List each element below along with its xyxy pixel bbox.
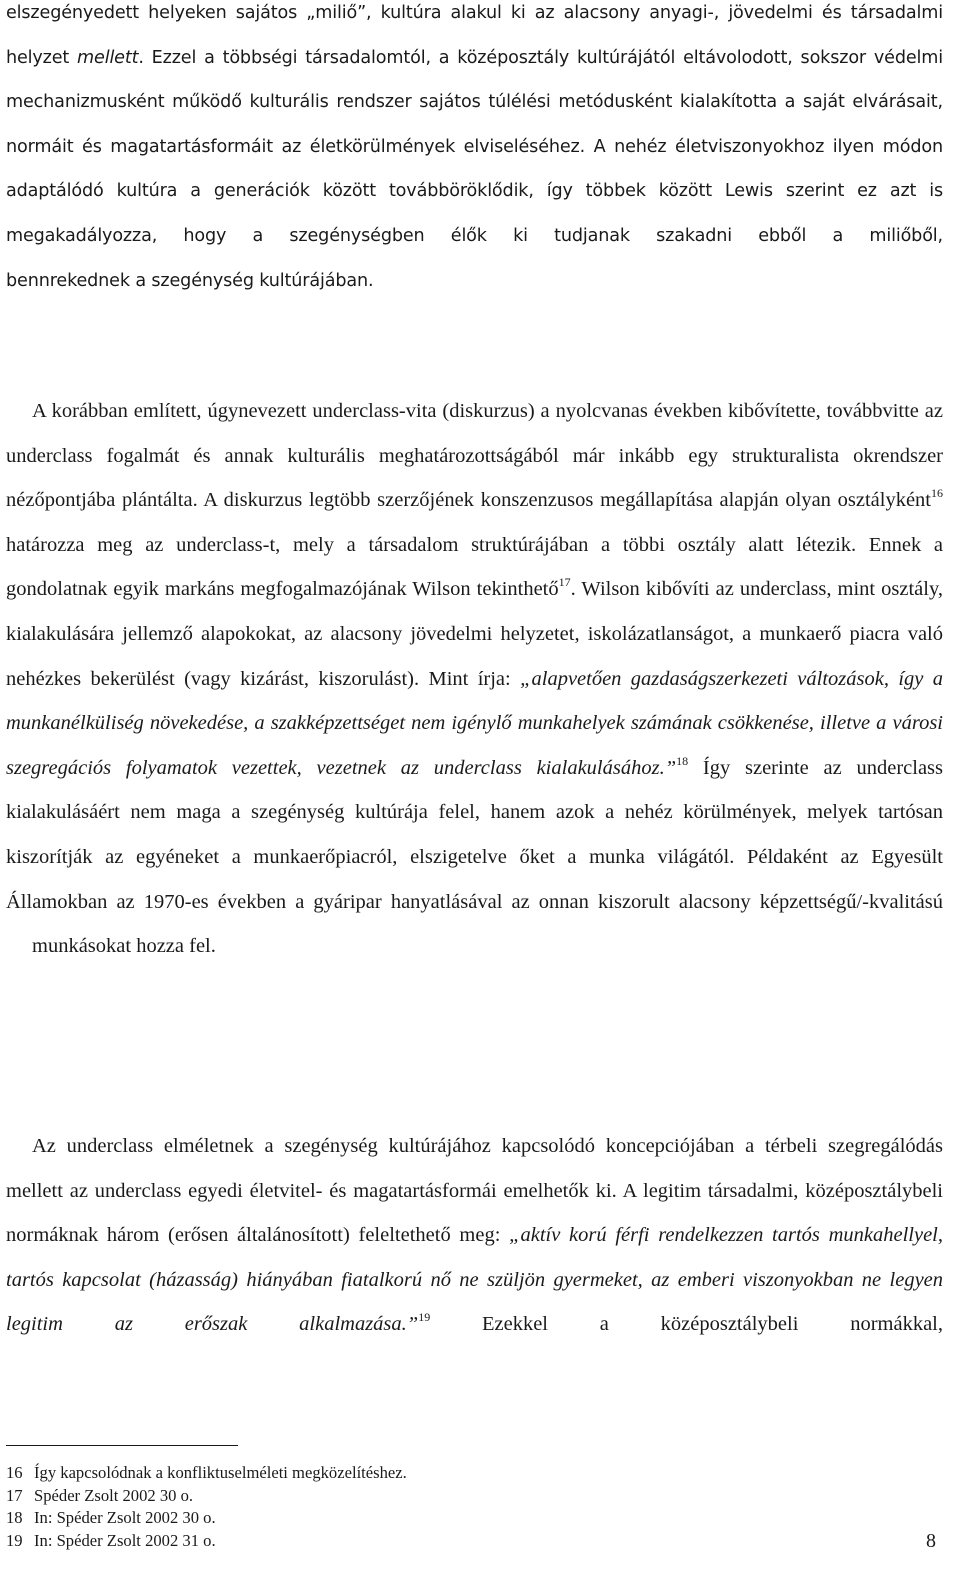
paragraph-2-line: években a gyáripar hanyatlásával az onnan kiszorult alacsony képzettségű/-kvalitású — [217, 890, 944, 913]
paragraph-1-line: életkörülmények elviseléséhez. A nehéz életviszonyokhoz ilyen módon adaptálódó kultúra — [6, 136, 943, 202]
footnote-ref-16: 16 — [931, 486, 943, 501]
paragraph-1-line: elszegényedett helyeken sajátos „miliő”, kultúra alakul ki az alacsony anyagi-, jövedelmi — [6, 3, 813, 23]
page-number: 8 — [926, 1530, 936, 1552]
italic-word: mellett — [77, 47, 139, 68]
quote-text: növekedése, a szakképzettséget nem igénylő munkahelyek számának csökkenése, illetve a — [149, 712, 887, 735]
paragraph-2-line: elszigetelve őket a munka világától. Példaként az Egyesült Államokban az 1970-es — [6, 845, 944, 913]
footnote-ref-17: 17 — [558, 575, 571, 590]
footnote-number: 16 — [6, 1463, 23, 1482]
paragraph-3-line: térbeli szegregálódás mellett az underclass egyedi életvitel- és magatartásformái emelhetők — [6, 1135, 943, 1202]
paragraph-2-line: szerzőjének konszenzusos megállapítása alapján olyan osztályként — [377, 489, 931, 512]
quote-text: városi szegregációs folyamatok vezettek, vezetnek az underclass kialakulásához.” — [6, 712, 943, 779]
paragraph-2-line: gondolatnak egyik markáns megfogalmazójának Wilson tekinthető — [6, 578, 559, 601]
paragraph-2-line: underclass-t, mely a társadalom struktúrájában a többi osztály alatt létezik. Ennek a — [176, 533, 944, 556]
paragraph-3 — [6, 1124, 943, 1347]
footnote-divider — [6, 1445, 238, 1446]
footnote-item — [6, 1462, 407, 1485]
footnote-text: In: Spéder Zsolt 2002 30 o. — [34, 1508, 216, 1528]
paragraph-2-line: határozza meg az — [6, 533, 164, 556]
footnote-item — [6, 1507, 407, 1530]
footnotes — [6, 1462, 407, 1553]
paragraph-1-line: és társadalmi helyzet — [6, 3, 943, 68]
footnote-ref-18: 18 — [676, 753, 689, 768]
quote-text: (házasság) hiányában fiatalkorú nő ne szüljön gyermeket, az emberi viszonyokban ne — [149, 1268, 882, 1291]
paragraph-2-line: kibővítette, továbbvitte az underclass fogalmát és annak kulturális meghatározottságából — [6, 400, 944, 467]
paragraph-1-line: megakadályozza, hogy a szegénységben élők ki tudjanak szakadni ebből a miliőből, — [6, 225, 943, 246]
footnote-number: 17 — [6, 1485, 23, 1505]
paragraph-2-line: kiszorulást). Mint írja: — [318, 667, 521, 690]
footnote-text: In: Spéder Zsolt 2002 31 o. — [34, 1531, 216, 1551]
paragraph-2 — [6, 389, 943, 969]
quote-text: „alapvetően gazdaságszerkezeti változások, így a munkanélküliség — [6, 667, 943, 735]
paragraph-1-line: metódusként kialakította a saját elvárásait, normáit és magatartásformáit az — [6, 92, 943, 157]
paragraph-2-line: már inkább egy strukturalista okrendszer nézőpontjába plántálta. A diskurzus legtöbb — [6, 444, 944, 512]
footnote-item — [6, 1530, 407, 1553]
paragraph-2-line: nehéz körülmények, melyek tartósan kiszorítják az egyéneket a munkaerőpiacról, — [6, 801, 944, 868]
paragraph-2-line: A korábban említett, úgynevezett underclass-vita (diskurzus) a nyolcvanas években — [32, 400, 723, 422]
paragraph-1-line: a generációk között továbböröklődik, így többek között Lewis szerint ez azt is — [190, 181, 943, 202]
footnote-ref-19: 19 — [418, 1310, 431, 1325]
paragraph-2-line: . Wilson kibővíti az — [570, 578, 734, 601]
paragraph-2-line: helyzetet, iskolázatlanságot, a munkaerő piacra való nehézkes bekerülést (vagy kizárást, — [6, 622, 943, 690]
footnote-item — [6, 1485, 407, 1508]
footnote-number: 18 — [6, 1508, 23, 1528]
paragraph-2-line: szerinte az underclass kialakulásáért nem maga a szegénység kultúrája felel, hanem azok a — [6, 756, 944, 824]
quote-text: legyen legitim az erőszak alkalmazása.” — [6, 1268, 944, 1336]
paragraph-2-line: munkásokat hozza fel. — [32, 935, 216, 958]
footnote-text: Így kapcsolódnak a konfliktuselméleti megközelítéshez. — [34, 1463, 407, 1482]
paragraph-1 — [6, 0, 943, 303]
paragraph-3-line: ki. A legitim társadalmi, középosztálybeli normáknak három (erősen általánosított) — [6, 1179, 944, 1247]
quote-text: „aktív korú férfi rendelkezzen tartós munkahellyel, tartós kapcsolat — [6, 1224, 944, 1291]
paragraph-3-line: Ezekkel a középosztálybeli normákkal, — [430, 1313, 943, 1336]
paragraph-1-line: bennrekednek a szegénység kultúrájában. — [6, 270, 374, 291]
paragraph-3-line: Az underclass elméletnek a szegénység kultúrájához kapcsolódó koncepciójában a — [32, 1135, 755, 1157]
paragraph-2-line: Így — [688, 756, 731, 779]
paragraph-1-line: eltávolodott, sokszor védelmi mechanizmusként működő kulturális rendszer sajátos túlélési — [6, 47, 943, 113]
paragraph-2-line: underclass, mint osztály, kialakulására jellemző alapokokat, az alacsony jövedelmi — [6, 578, 943, 645]
paragraph-3-line: feleltethető meg: — [358, 1224, 510, 1247]
footnote-number: 19 — [6, 1531, 23, 1551]
footnote-text: Spéder Zsolt 2002 30 o. — [34, 1485, 194, 1505]
paragraph-1-line: . Ezzel a többségi társadalomtól, a középosztály kultúrájától — [138, 47, 676, 68]
